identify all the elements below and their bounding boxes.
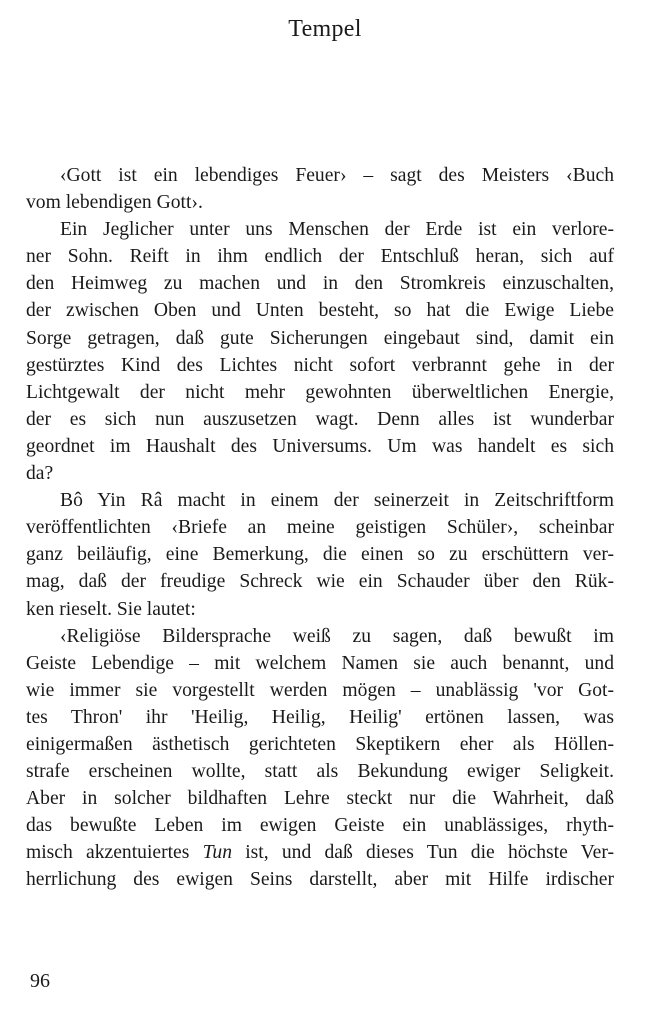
italic-word: Tun	[202, 842, 233, 864]
text-line: ‹Religiöse Bildersprache weiß zu sagen, daß bewußt im	[60, 625, 614, 647]
text-line: Geiste Lebendige – mit welchem Namen sie auch benannt, und	[26, 652, 614, 674]
text-line: Ein Jeglicher unter uns Menschen der Erde ist ein verlore-	[60, 219, 614, 241]
text-line: gestürztes Kind des Lichtes nicht sofort verbrannt gehe in der	[26, 354, 614, 376]
text-line: herrlichung des ewigen Seins darstellt, aber mit Hilfe irdischer	[26, 869, 614, 891]
text-line: der zwischen Oben und Unten besteht, so hat die Ewige Liebe	[26, 300, 614, 322]
text-line: Bô Yin Râ macht in einem der seinerzeit in Zeitschriftform	[60, 490, 614, 512]
text-line: Aber in solcher bildhaften Lehre steckt nur die Wahrheit, daß	[26, 788, 614, 810]
text-line: da?	[26, 463, 54, 485]
text-line: mag, daß der freudige Schreck wie ein Schauder über den Rük-	[26, 571, 614, 593]
text-line: Lichtgewalt der nicht mehr gewohnten überweltlichen Energie,	[26, 381, 614, 403]
text-line: ner Sohn. Reift in ihm endlich der Entschluß heran, sich auf	[26, 246, 614, 268]
text-line: tes Thron' ihr 'Heilig, Heilig, Heilig' ertönen lassen, was	[26, 706, 614, 728]
text-line: den Heimweg zu machen und in den Stromkreis einzuschalten,	[26, 273, 614, 295]
text-line: Sorge getragen, daß gute Sicherungen eingebaut sind, damit ein	[26, 327, 614, 349]
text-line	[26, 839, 614, 866]
text-line: ganz beiläufig, eine Bemerkung, die einen so zu erschüttern ver-	[26, 544, 614, 566]
text-line: strafe erscheinen wollte, statt als Bekundung ewiger Seligkeit.	[26, 761, 614, 783]
text-line: geordnet im Haushalt des Universums. Um was handelt es sich	[26, 435, 614, 457]
running-head-title: Tempel	[288, 16, 362, 42]
text-line: ‹Gott ist ein lebendiges Feuer› – sagt des Meisters ‹Buch	[60, 165, 614, 186]
text-line: der es sich nun auszusetzen wagt. Denn alles ist wunderbar	[26, 408, 614, 430]
text-fragment: ist, und daß dieses Tun die höchste Ver-	[245, 842, 614, 864]
text-line: einigermaßen ästhetisch gerichteten Skeptikern eher als Höllen-	[26, 733, 614, 755]
page-number: 96	[30, 970, 50, 992]
text-line: vom lebendigen Gott›.	[26, 192, 203, 214]
text-line: wie immer sie vorgestellt werden mögen – unablässig 'vor Got-	[26, 679, 614, 701]
text-fragment: misch akzentuiertes	[26, 842, 203, 864]
body-text	[26, 162, 614, 894]
text-line: ken rieselt. Sie lautet:	[26, 598, 196, 620]
text-line: das bewußte Leben im ewigen Geiste ein unablässiges, rhyth-	[26, 815, 614, 837]
text-line: veröffentlichten ‹Briefe an meine geistigen Schüler›, scheinbar	[26, 517, 614, 539]
